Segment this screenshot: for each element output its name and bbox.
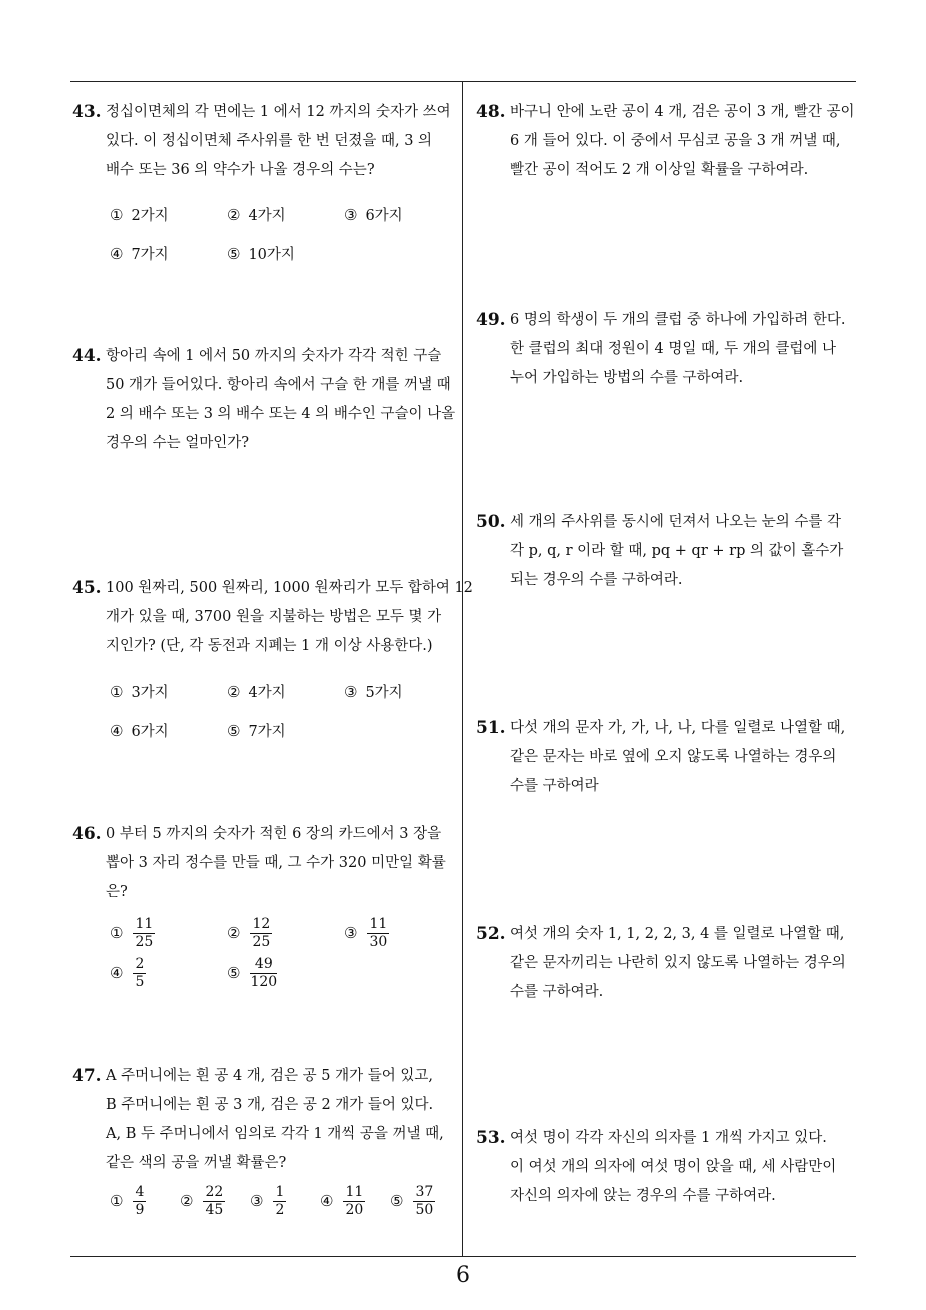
question-number: 43.	[72, 102, 102, 122]
question-text-line: 각 p, q, r 이라 할 때, pq + qr + rp 의 값이 홀수가	[510, 543, 844, 559]
choice-2[interactable]: ② $\frac{22}{45}$	[180, 1184, 224, 1218]
question-52	[476, 920, 861, 1007]
fraction: $\frac{11}{30}$	[369, 916, 388, 950]
page-number: 6	[456, 1263, 470, 1288]
question-text-line: 2 의 배수 또는 3 의 배수 또는 4 의 배수인 구슬이 나올	[106, 406, 456, 422]
choice-3[interactable]: ③ $\frac{1}{2}$	[250, 1184, 285, 1218]
question-43	[72, 98, 457, 185]
question-text-line: 6 명의 학생이 두 개의 클럽 중 하나에 가입하려 한다.	[510, 312, 846, 328]
choice-2[interactable]: ② 4가지	[227, 683, 286, 701]
question-text-line: 같은 문자는 바로 옆에 오지 않도록 나열하는 경우의	[510, 749, 837, 765]
question-text-line: 배수 또는 36 의 약수가 나올 경우의 수는?	[106, 162, 375, 178]
fraction: $\frac{11}{25}$	[135, 916, 154, 950]
question-text-line: 0 부터 5 까지의 숫자가 적힌 6 장의 카드에서 3 장을	[106, 826, 442, 842]
bottom-rule	[70, 1256, 856, 1257]
question-text-line: 은?	[106, 884, 128, 900]
question-text-line: 누어 가입하는 방법의 수를 구하여라.	[510, 370, 744, 386]
choice-3[interactable]: ③ 6가지	[344, 206, 403, 224]
question-text-line: 수를 구하여라	[510, 778, 599, 794]
question-text-line: 자신의 의자에 앉는 경우의 수를 구하여라.	[510, 1188, 776, 1204]
question-text-line: B 주머니에는 흰 공 3 개, 검은 공 2 개가 들어 있다.	[106, 1097, 434, 1113]
question-text-line: 같은 문자끼리는 나란히 있지 않도록 나열하는 경우의	[510, 955, 846, 971]
question-text-line: 바구니 안에 노란 공이 4 개, 검은 공이 3 개, 빨간 공이	[510, 104, 855, 120]
choice-1[interactable]: ① 2가지	[110, 206, 169, 224]
column-divider	[462, 81, 463, 1257]
question-text-line: 빨간 공이 적어도 2 개 이상일 확률을 구하여라.	[510, 162, 809, 178]
question-text-line: 100 원짜리, 500 원짜리, 1000 원짜리가 모두 합하여 12	[106, 580, 473, 596]
question-50	[476, 508, 861, 595]
fraction: $\frac{4}{9}$	[135, 1184, 145, 1218]
question-text-line: 한 클럽의 최대 정원이 4 명일 때, 두 개의 클럽에 나	[510, 341, 837, 357]
question-text-line: 수를 구하여라.	[510, 984, 604, 1000]
question-text-line: 여섯 개의 숫자 1, 1, 2, 2, 3, 4 를 일렬로 나열할 때,	[510, 926, 845, 942]
question-44	[72, 342, 457, 458]
question-text-line: 있다. 이 정십이면체 주사위를 한 번 던졌을 때, 3 의	[106, 133, 433, 149]
question-number: 47.	[72, 1066, 102, 1086]
fraction: $\frac{49}{120}$	[250, 956, 278, 990]
choice-5[interactable]: ⑤ 7가지	[227, 722, 286, 740]
question-text-line: 50 개가 들어있다. 항아리 속에서 구슬 한 개를 꺼낼 때	[106, 377, 451, 393]
question-47	[72, 1062, 457, 1178]
question-text-line: A 주머니에는 흰 공 4 개, 검은 공 5 개가 들어 있고,	[106, 1068, 433, 1084]
choice-3[interactable]: ③ 5가지	[344, 683, 403, 701]
question-49	[476, 306, 861, 393]
fraction: $\frac{12}{25}$	[252, 916, 271, 950]
question-number: 44.	[72, 346, 102, 366]
question-text-line: 경우의 수는 얼마인가?	[106, 435, 250, 451]
question-text-line: 지인가? (단, 각 동전과 지폐는 1 개 이상 사용한다.)	[106, 638, 433, 654]
choice-2[interactable]: ② $\frac{12}{25}$	[227, 916, 271, 950]
question-text-line: 세 개의 주사위를 동시에 던져서 나오는 눈의 수를 각	[510, 514, 842, 530]
choice-1[interactable]: ① 3가지	[110, 683, 169, 701]
question-number: 52.	[476, 924, 506, 944]
question-number: 50.	[476, 512, 506, 532]
choice-5[interactable]: ⑤ $\frac{37}{50}$	[390, 1184, 434, 1218]
question-text-line: 다섯 개의 문자 가, 가, 나, 나, 다를 일렬로 나열할 때,	[510, 720, 846, 736]
question-51	[476, 714, 861, 801]
question-number: 48.	[476, 102, 506, 122]
question-number: 51.	[476, 718, 506, 738]
question-text-line: 정십이면체의 각 면에는 1 에서 12 까지의 숫자가 쓰여	[106, 104, 451, 120]
question-text-line: 같은 색의 공을 꺼낼 확률은?	[106, 1155, 287, 1171]
choice-4[interactable]: ④ $\frac{2}{5}$	[110, 956, 145, 990]
fraction: $\frac{2}{5}$	[135, 956, 145, 990]
choice-4[interactable]: ④ 7가지	[110, 245, 169, 263]
choice-1[interactable]: ① $\frac{4}{9}$	[110, 1184, 145, 1218]
question-number: 46.	[72, 824, 102, 844]
choice-2[interactable]: ② 4가지	[227, 206, 286, 224]
choice-1[interactable]: ① $\frac{11}{25}$	[110, 916, 154, 950]
choice-5[interactable]: ⑤ $\frac{49}{120}$	[227, 956, 278, 990]
question-text-line: 항아리 속에 1 에서 50 까지의 숫자가 각각 적힌 구슬	[106, 348, 442, 364]
question-text-line: A, B 두 주머니에서 임의로 각각 1 개씩 공을 꺼낼 때,	[106, 1126, 444, 1142]
question-number: 45.	[72, 578, 102, 598]
top-rule	[70, 81, 856, 82]
fraction: $\frac{22}{45}$	[205, 1184, 224, 1218]
question-number: 53.	[476, 1128, 506, 1148]
question-text-line: 되는 경우의 수를 구하여라.	[510, 572, 683, 588]
question-text-line: 6 개 들어 있다. 이 중에서 무심코 공을 3 개 꺼낼 때,	[510, 133, 841, 149]
choice-4[interactable]: ④ $\frac{11}{20}$	[320, 1184, 364, 1218]
question-text-line: 여섯 명이 각각 자신의 의자를 1 개씩 가지고 있다.	[510, 1130, 827, 1146]
choice-5[interactable]: ⑤ 10가지	[227, 245, 295, 263]
fraction: $\frac{11}{20}$	[345, 1184, 364, 1218]
question-text-line: 이 여섯 개의 의자에 여섯 명이 앉을 때, 세 사람만이	[510, 1159, 837, 1175]
question-48	[476, 98, 861, 185]
question-text-line: 뽑아 3 자리 정수를 만들 때, 그 수가 320 미만일 확률	[106, 855, 446, 871]
fraction: $\frac{1}{2}$	[275, 1184, 285, 1218]
choice-4[interactable]: ④ 6가지	[110, 722, 169, 740]
question-number: 49.	[476, 310, 506, 330]
question-53	[476, 1124, 861, 1211]
question-46	[72, 820, 457, 907]
fraction: $\frac{37}{50}$	[415, 1184, 434, 1218]
question-text-line: 개가 있을 때, 3700 원을 지불하는 방법은 모두 몇 가	[106, 609, 442, 625]
question-45	[72, 574, 473, 661]
choice-3[interactable]: ③ $\frac{11}{30}$	[344, 916, 388, 950]
